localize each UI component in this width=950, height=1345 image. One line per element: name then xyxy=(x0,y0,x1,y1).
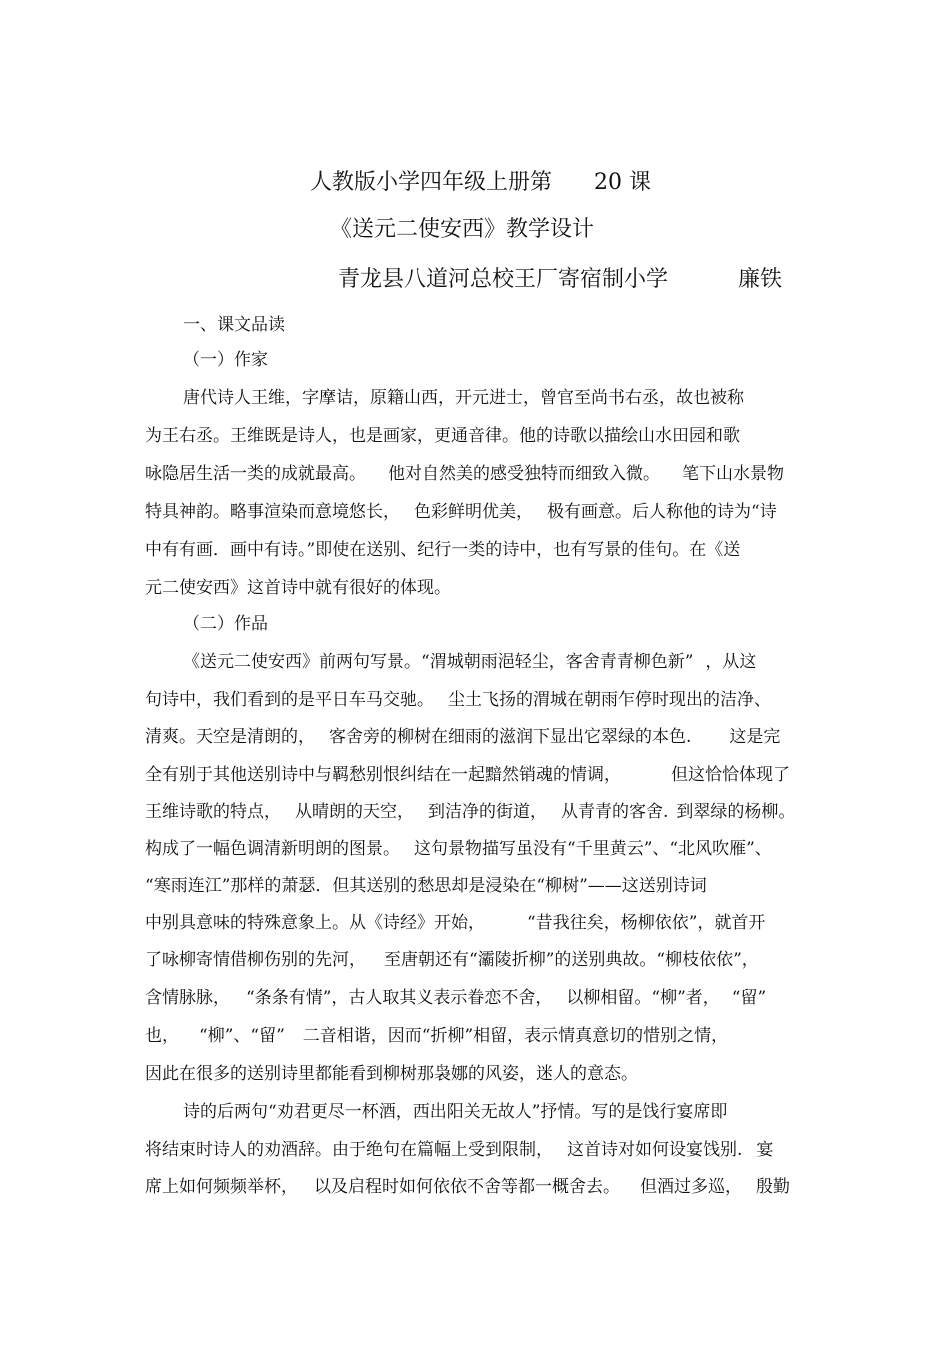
paragraph-line: 含情脉脉， “条条有情”，古人取其义表示眷恋不舍， 以柳相留。“柳”者， “留” xyxy=(145,988,767,1008)
paragraph-line: 也， “柳”、“留” 二音相谐，因而“折柳”相留，表示情真意切的惜别之情， xyxy=(145,1026,729,1046)
paragraph-line: 咏隐居生活一类的成就最高。 他对自然美的感受独特而细致入微。 笔下山水景物 xyxy=(145,464,784,484)
paragraph-line: 了咏柳寄情借柳伤别的先河， 至唐朝还有“灞陵折柳”的送别典故。“柳枝依依”， xyxy=(145,950,759,970)
school-name: 青龙县八道河总校王厂寄宿制小学 xyxy=(338,267,669,292)
paragraph-line: 特具神韵。略事渲染而意境悠长， 色彩鲜明优美， 极有画意。后人称他的诗为“诗 xyxy=(145,502,777,522)
paragraph-line: 诗的后两句“劝君更尽一杯酒，西出阳关无故人”抒情。写的是饯行宴席即 xyxy=(183,1102,728,1122)
paragraph-line: 唐代诗人王维，字摩诘，原籍山西，开元进士，曾官至尚书右丞，故也被称 xyxy=(183,388,744,408)
paragraph-line: 王维诗歌的特点， 从晴朗的天空， 到洁净的街道， 从青青的客舍. 到翠绿的杨柳。 xyxy=(145,802,796,822)
title-text: 人教版小学四年级上册第 xyxy=(310,170,553,195)
paragraph-line: 中别具意味的特殊意象上。从《诗经》开始， “昔我往矣，杨柳依依”，就首开 xyxy=(145,913,766,933)
author-line xyxy=(338,265,782,295)
subheading-work: （二）作品 xyxy=(183,614,268,634)
paragraph-line: 因此在很多的送别诗里都能看到柳树那袅娜的风姿，迷人的意态。 xyxy=(145,1064,638,1084)
paragraph-line: 句诗中，我们看到的是平日车马交驰。 尘土飞扬的渭城在朝雨乍停时现出的洁净、 xyxy=(145,690,771,710)
paragraph-line: 为王右丞。王维既是诗人，也是画家，更通音律。他的诗歌以描绘山水田园和歌 xyxy=(145,426,740,446)
paragraph-line: 全有别于其他送别诗中与羁愁别恨纠结在一起黯然销魂的情调， 但这恰恰体现了 xyxy=(145,765,790,785)
paragraph-line: 《送元二使安西》前两句写景。“渭城朝雨浥轻尘，客舍青青柳色新” ，从这 xyxy=(183,652,757,672)
paragraph-line: “寒雨连江”那样的萧瑟．但其送别的愁思却是浸染在“柳树”——这送别诗词 xyxy=(145,876,707,896)
paragraph-line: 中有有画．画中有诗。”即使在送别、纪行一类的诗中，也有写景的佳句。在《送 xyxy=(145,540,741,560)
paragraph-line: 清爽。天空是清朗的， 客舍旁的柳树在细雨的滋润下显出它翠绿的本色. 这是完 xyxy=(145,727,781,747)
paragraph-line: 元二使安西》这首诗中就有很好的体现。 xyxy=(145,578,451,598)
author-name: 廉铁 xyxy=(738,267,783,292)
paragraph-line: 席上如何频频举杯， 以及启程时如何依依不舍等都一概舍去。 但酒过多巡， 殷勤 xyxy=(145,1177,790,1197)
document-title xyxy=(310,168,651,198)
lesson-number: 20 课 xyxy=(594,170,652,195)
paragraph-line: 构成了一幅色调清新明朗的图景。 这句景物描写虽没有“千里黄云”、“北风吹雁”、 xyxy=(145,839,772,859)
paragraph-line: 将结束时诗人的劝酒辞。由于绝句在篇幅上受到限制， 这首诗对如何设宴饯别. 宴 xyxy=(145,1140,774,1160)
document-subtitle: 《送元二使安西》教学设计 xyxy=(330,217,595,242)
section-heading: 一、课文品读 xyxy=(183,315,285,335)
subheading-author: （一）作家 xyxy=(183,350,268,370)
